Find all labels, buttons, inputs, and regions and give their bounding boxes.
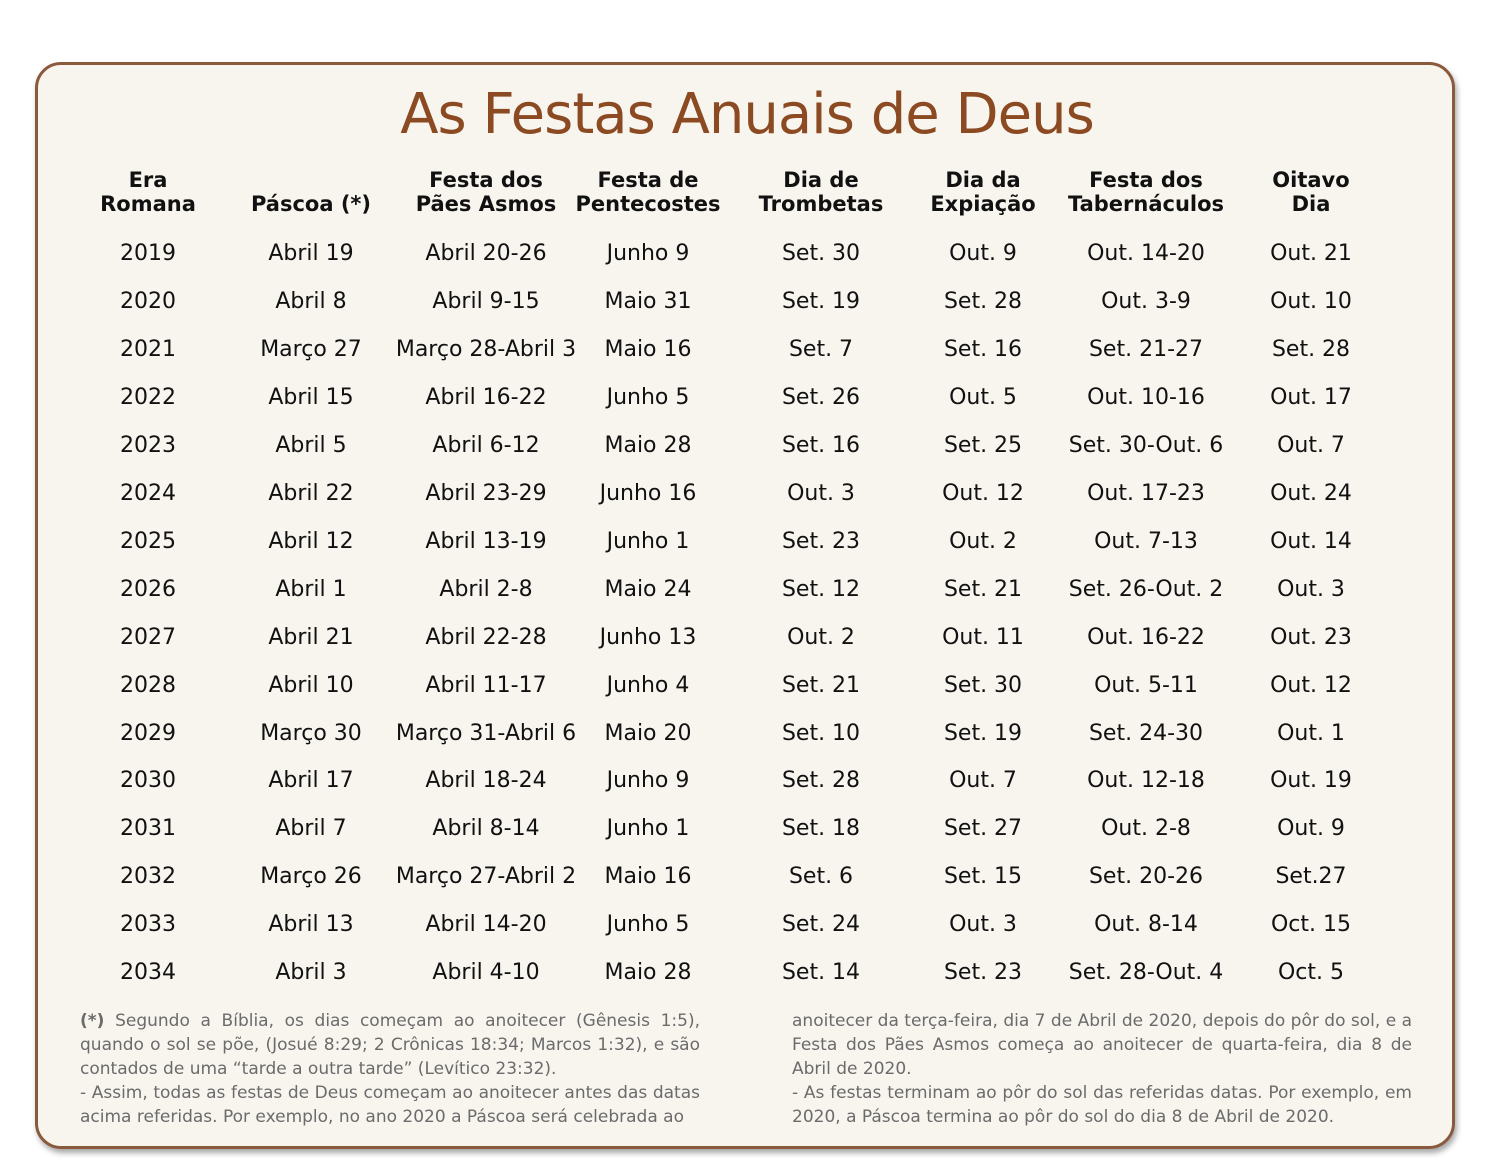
cell-passover: Março 27 bbox=[260, 336, 362, 362]
column-header-line: Pentecostes bbox=[575, 192, 721, 216]
column-header-tabernacles bbox=[1051, 168, 1241, 216]
cell-unleavened-bread: Março 31-Abril 6 bbox=[395, 720, 577, 746]
cell-passover: Abril 19 bbox=[268, 241, 354, 266]
cell-year: 2029 bbox=[120, 720, 176, 746]
cell-eighth-day: Out. 21 bbox=[1270, 241, 1352, 266]
cell-trumpets: Set. 18 bbox=[781, 816, 861, 842]
cell-tabernacles: Set. 20-26 bbox=[1088, 864, 1204, 890]
cell-tabernacles: Out. 3-9 bbox=[1101, 288, 1191, 314]
cell-eighth-day: Out. 14 bbox=[1270, 528, 1352, 554]
table-row bbox=[0, 383, 1494, 413]
table-row bbox=[0, 623, 1494, 653]
cell-year: 2033 bbox=[120, 912, 176, 938]
cell-eighth-day: Out. 17 bbox=[1270, 384, 1352, 410]
table-row bbox=[0, 527, 1494, 557]
cell-year: 2019 bbox=[120, 241, 176, 266]
cell-atonement: Set. 16 bbox=[943, 336, 1023, 362]
cell-passover: Abril 1 bbox=[275, 576, 347, 602]
page-title: As Festas Anuais de Deus bbox=[400, 82, 1094, 147]
cell-tabernacles: Out. 2-8 bbox=[1101, 816, 1191, 842]
cell-year: 2023 bbox=[120, 432, 176, 458]
cell-trumpets: Set. 19 bbox=[781, 288, 861, 314]
column-header-line: Festa de bbox=[597, 168, 699, 192]
cell-year: 2025 bbox=[120, 528, 176, 554]
cell-pentecost: Junho 4 bbox=[606, 672, 690, 698]
cell-trumpets: Set. 28 bbox=[781, 768, 861, 794]
cell-pentecost: Maio 16 bbox=[604, 336, 692, 362]
cell-tabernacles: Out. 12-18 bbox=[1087, 768, 1205, 794]
column-header-eighth-day bbox=[1216, 168, 1406, 216]
column-header-line: Festa dos bbox=[1089, 168, 1203, 192]
cell-pentecost: Maio 31 bbox=[604, 288, 692, 314]
cell-passover: Abril 21 bbox=[268, 624, 354, 650]
cell-unleavened-bread: Abril 6-12 bbox=[432, 432, 540, 458]
cell-trumpets: Set. 16 bbox=[781, 432, 861, 458]
cell-year: 2020 bbox=[120, 288, 176, 314]
column-header-line: Era bbox=[128, 168, 168, 192]
cell-pentecost: Maio 20 bbox=[604, 720, 692, 746]
column-header-line: Pães Asmos bbox=[415, 192, 557, 216]
cell-trumpets: Set. 21 bbox=[781, 672, 861, 698]
cell-atonement: Set. 21 bbox=[943, 576, 1023, 602]
cell-passover: Abril 3 bbox=[275, 960, 347, 986]
cell-atonement: Out. 5 bbox=[949, 384, 1017, 410]
column-header-line: Dia bbox=[1291, 192, 1331, 216]
column-header-line: Páscoa (*) bbox=[250, 192, 372, 216]
cell-passover: Abril 22 bbox=[268, 480, 354, 506]
footnote-marker: (*) bbox=[80, 1011, 105, 1031]
cell-unleavened-bread: Abril 13-19 bbox=[425, 528, 547, 554]
footnote-paragraph: - Assim, todas as festas de Deus começam ao anoitecer antes das datas acima referidas. Por exemplo, no ano 2020 a Páscoa será celebrada ao bbox=[80, 1083, 700, 1127]
cell-year: 2022 bbox=[120, 384, 176, 410]
footnote-paragraph bbox=[80, 1009, 700, 1081]
cell-passover: Março 26 bbox=[260, 864, 362, 890]
cell-pentecost: Maio 16 bbox=[604, 864, 692, 890]
column-header-year bbox=[53, 168, 243, 216]
cell-tabernacles: Out. 5-11 bbox=[1094, 672, 1198, 698]
column-header-line: Romana bbox=[100, 192, 196, 216]
cell-year: 2031 bbox=[120, 816, 176, 842]
cell-tabernacles: Set. 26-Out. 2 bbox=[1068, 576, 1224, 602]
cell-atonement: Set. 25 bbox=[943, 432, 1023, 458]
cell-tabernacles: Set. 28-Out. 4 bbox=[1068, 960, 1224, 986]
cell-tabernacles: Out. 17-23 bbox=[1087, 480, 1205, 506]
footnote-text: Segundo a Bíblia, os dias começam ao anoitecer (Gênesis 1:5), quando o sol se põe, (Josué 8:29; 2 Crônicas 18:34; Marcos 1:32), e são contados de uma “tarde a outra tarde” (Levítico 23:32). bbox=[80, 1011, 700, 1079]
cell-eighth-day: Out. 3 bbox=[1277, 576, 1345, 602]
cell-pentecost: Maio 28 bbox=[604, 432, 692, 458]
table-row bbox=[0, 287, 1494, 317]
column-header-line: Trombetas bbox=[758, 192, 884, 216]
footnote-left bbox=[80, 1009, 700, 1129]
cell-unleavened-bread: Abril 16-22 bbox=[425, 384, 547, 410]
cell-year: 2027 bbox=[120, 624, 176, 650]
cell-eighth-day: Out. 9 bbox=[1277, 816, 1345, 842]
cell-atonement: Out. 12 bbox=[942, 480, 1024, 506]
cell-unleavened-bread: Abril 14-20 bbox=[425, 912, 547, 938]
column-header-line: Dia da bbox=[945, 168, 1021, 192]
cell-trumpets: Set. 30 bbox=[781, 241, 861, 266]
column-header-passover bbox=[216, 168, 406, 216]
column-header-line: Festa dos bbox=[429, 168, 543, 192]
cell-passover: Abril 12 bbox=[268, 528, 354, 554]
cell-year: 2034 bbox=[120, 960, 176, 986]
cell-year: 2021 bbox=[120, 336, 176, 362]
cell-eighth-day: Out. 24 bbox=[1270, 480, 1352, 506]
cell-unleavened-bread: Abril 23-29 bbox=[425, 480, 547, 506]
table-row bbox=[0, 335, 1494, 365]
column-header-line: Oitavo bbox=[1272, 168, 1350, 192]
cell-trumpets: Set. 6 bbox=[788, 864, 854, 890]
cell-year: 2026 bbox=[120, 576, 176, 602]
cell-unleavened-bread: Março 27-Abril 2 bbox=[395, 864, 577, 890]
cell-trumpets: Set. 24 bbox=[781, 912, 861, 938]
table-row bbox=[0, 719, 1494, 749]
cell-eighth-day: Out. 19 bbox=[1270, 768, 1352, 794]
cell-pentecost: Junho 13 bbox=[599, 624, 697, 650]
cell-passover: Abril 15 bbox=[268, 384, 354, 410]
cell-year: 2032 bbox=[120, 864, 176, 890]
table-row bbox=[0, 766, 1494, 796]
footnote-paragraph: anoitecer da terça-feira, dia 7 de Abril de 2020, depois do pôr do sol, e a Festa dos Pães Asmos começa ao anoitecer de quarta-feira, dia 8 de Abril de 2020. bbox=[792, 1011, 1412, 1079]
cell-pentecost: Junho 9 bbox=[606, 241, 690, 266]
cell-eighth-day: Out. 1 bbox=[1277, 720, 1345, 746]
column-header-pentecost bbox=[553, 168, 743, 216]
cell-eighth-day: Oct. 15 bbox=[1270, 912, 1352, 938]
cell-pentecost: Junho 5 bbox=[606, 912, 690, 938]
cell-year: 2024 bbox=[120, 480, 176, 506]
cell-pentecost: Junho 16 bbox=[599, 480, 697, 506]
cell-tabernacles: Out. 14-20 bbox=[1087, 241, 1205, 266]
cell-year: 2030 bbox=[120, 768, 176, 794]
cell-passover: Abril 17 bbox=[268, 768, 354, 794]
cell-unleavened-bread: Março 28-Abril 3 bbox=[395, 336, 577, 362]
cell-atonement: Set. 15 bbox=[943, 864, 1023, 890]
cell-tabernacles: Out. 7-13 bbox=[1094, 528, 1198, 554]
cell-tabernacles: Out. 10-16 bbox=[1087, 384, 1205, 410]
cell-unleavened-bread: Abril 2-8 bbox=[439, 576, 533, 602]
cell-eighth-day: Out. 10 bbox=[1270, 288, 1352, 314]
table-header bbox=[0, 168, 1494, 220]
cell-trumpets: Set. 26 bbox=[781, 384, 861, 410]
cell-pentecost: Junho 1 bbox=[606, 816, 690, 842]
cell-tabernacles: Out. 8-14 bbox=[1094, 912, 1198, 938]
cell-eighth-day: Out. 7 bbox=[1277, 432, 1345, 458]
cell-atonement: Out. 3 bbox=[949, 912, 1017, 938]
table-row bbox=[0, 575, 1494, 605]
cell-pentecost: Junho 1 bbox=[606, 528, 690, 554]
cell-pentecost: Junho 9 bbox=[606, 768, 690, 794]
cell-atonement: Out. 9 bbox=[949, 241, 1017, 266]
cell-pentecost: Junho 5 bbox=[606, 384, 690, 410]
cell-trumpets: Out. 3 bbox=[787, 480, 855, 506]
column-header-atonement bbox=[888, 168, 1078, 216]
cell-passover: Abril 13 bbox=[268, 912, 354, 938]
cell-pentecost: Maio 24 bbox=[604, 576, 692, 602]
cell-atonement: Set. 27 bbox=[943, 816, 1023, 842]
cell-atonement: Out. 11 bbox=[942, 624, 1024, 650]
cell-atonement: Set. 23 bbox=[943, 960, 1023, 986]
column-header-line: Dia de bbox=[783, 168, 859, 192]
column-header-line: Expiação bbox=[930, 192, 1036, 216]
cell-passover: Abril 7 bbox=[275, 816, 347, 842]
cell-unleavened-bread: Abril 8-14 bbox=[432, 816, 540, 842]
cell-unleavened-bread: Abril 4-10 bbox=[432, 960, 540, 986]
cell-trumpets: Set. 23 bbox=[781, 528, 861, 554]
cell-passover: Abril 10 bbox=[268, 672, 354, 698]
cell-tabernacles: Set. 21-27 bbox=[1088, 336, 1204, 362]
table-row bbox=[0, 671, 1494, 701]
cell-unleavened-bread: Abril 11-17 bbox=[425, 672, 547, 698]
column-header-line bbox=[216, 168, 406, 192]
column-header-line: Tabernáculos bbox=[1067, 192, 1225, 216]
cell-pentecost: Maio 28 bbox=[604, 960, 692, 986]
table-row bbox=[0, 431, 1494, 461]
cell-eighth-day: Oct. 5 bbox=[1277, 960, 1345, 986]
cell-unleavened-bread: Abril 9-15 bbox=[432, 288, 540, 314]
cell-unleavened-bread: Abril 18-24 bbox=[425, 768, 547, 794]
cell-eighth-day: Set. 28 bbox=[1271, 336, 1351, 362]
footnote-paragraph: - As festas terminam ao pôr do sol das referidas datas. Por exemplo, em 2020, a Páscoa termina ao pôr do sol do dia 8 de Abril de 2020. bbox=[792, 1083, 1412, 1127]
cell-atonement: Set. 19 bbox=[943, 720, 1023, 746]
cell-eighth-day: Out. 23 bbox=[1270, 624, 1352, 650]
cell-passover: Abril 5 bbox=[275, 432, 347, 458]
cell-trumpets: Set. 7 bbox=[788, 336, 854, 362]
cell-atonement: Out. 7 bbox=[949, 768, 1017, 794]
cell-trumpets: Set. 12 bbox=[781, 576, 861, 602]
cell-eighth-day: Set.27 bbox=[1275, 864, 1347, 890]
cell-atonement: Out. 2 bbox=[949, 528, 1017, 554]
cell-atonement: Set. 30 bbox=[943, 672, 1023, 698]
table-row bbox=[0, 239, 1494, 269]
cell-atonement: Set. 28 bbox=[943, 288, 1023, 314]
table-row bbox=[0, 814, 1494, 844]
table-row bbox=[0, 910, 1494, 940]
cell-tabernacles: Set. 24-30 bbox=[1088, 720, 1204, 746]
cell-trumpets: Set. 14 bbox=[781, 960, 861, 986]
cell-passover: Março 30 bbox=[260, 720, 362, 746]
cell-year: 2028 bbox=[120, 672, 176, 698]
cell-tabernacles: Out. 16-22 bbox=[1087, 624, 1205, 650]
cell-trumpets: Set. 10 bbox=[781, 720, 861, 746]
table-row bbox=[0, 862, 1494, 892]
cell-passover: Abril 8 bbox=[275, 288, 347, 314]
cell-eighth-day: Out. 12 bbox=[1270, 672, 1352, 698]
table-row bbox=[0, 958, 1494, 988]
table-row bbox=[0, 479, 1494, 509]
cell-unleavened-bread: Abril 20-26 bbox=[425, 241, 547, 266]
cell-unleavened-bread: Abril 22-28 bbox=[425, 624, 547, 650]
cell-tabernacles: Set. 30-Out. 6 bbox=[1068, 432, 1224, 458]
cell-trumpets: Out. 2 bbox=[787, 624, 855, 650]
footnote-right bbox=[792, 1009, 1412, 1129]
